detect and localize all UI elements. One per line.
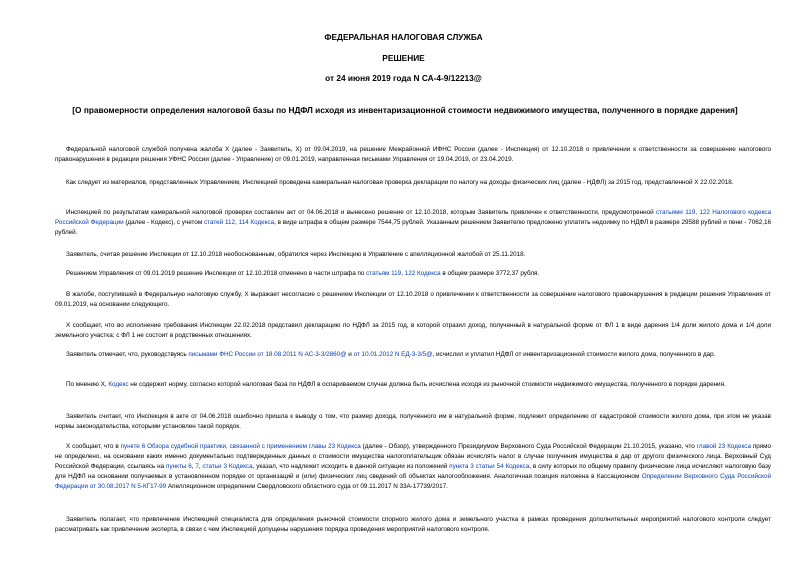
paragraph-text: , в виде штрафа в общем размере 7544,75 рублей. Указанным решением Заявителю предложено уплатить недоимку по НДФЛ в размере 29588 рублей и пени - 7062,16 рублей. [55, 219, 771, 236]
paragraph-text: не содержит норму, согласно которой налоговая база по НДФЛ в оспариваемом случае должна быть исчислена исходя из рыночной стоимости недвижимого имущества, полученного в порядке дарения. [128, 381, 726, 388]
document-link[interactable]: Определении Верховного Суда Российской Федерации от 30.08.2017 N 5-КГ17-99 [55, 473, 771, 490]
paragraph-text: Х сообщает, что во исполнение требования Инспекции 22.02.2018 представил декларацию по НДФЛ за 2015 год, в которой отразил доход, полученный в натуральной форме от ФЛ 1 в виде дарения 1/4 доли жилого дома и 1/4 доли земельного участка; с ФЛ 1 не состоит в родственных отношениях. [55, 322, 771, 339]
org-name: ФЕДЕРАЛЬНАЯ НАЛОГОВАЯ СЛУЖБА [324, 32, 483, 42]
doc-subject: [О правомерности определения налоговой базы по НДФЛ исходя из инвентаризационной стоимости недвижимого имущества, полученного в порядке дарения] [72, 105, 738, 115]
paragraph-text: , [695, 209, 700, 216]
paragraph-text: Как следует из материалов, представленных Управлением, Инспекцией проведена камеральная налоговая проверка декларации по налогу на доходы физических лиц (далее - НДФЛ) за 2015 год, представленной Х 22.02.2018. [66, 179, 734, 186]
paragraph-text: , [235, 219, 239, 226]
document-link[interactable]: статьи 3 Кодекса [202, 463, 253, 470]
document-link[interactable]: 114 Кодекса [238, 219, 275, 226]
paragraph [55, 145, 771, 165]
paragraph-text: Федеральной налоговой службой получена жалоба Х (далее - Заявитель, Х) от 09.04.2019, на решение Межрайонной ИФНС России (далее - Инспекция) от 12.10.2018 о привлечении к ответственности за совершение налогового правонарушения в редакции решения УФНС России (далее - Управление) от 09.01.2019, направленная письмами Управления от 19.04.2019, от 23.04.2019. [55, 146, 771, 163]
paragraph-text: (далее - Обзор), утвержденного Президиумом Верховного Суда Российской Федерации 21.10.2015, указано, что [360, 443, 697, 450]
paragraph-text: Решением Управления от 09.01.2019 решение Инспекции от 12.10.2018 отменено в части штрафа по [66, 270, 367, 277]
paragraph-text: , [401, 270, 405, 277]
document-link[interactable]: 7 [195, 463, 199, 470]
document-link[interactable]: статьями 119 [656, 209, 696, 216]
paragraph [55, 290, 771, 310]
paragraph-text: , указал, что надлежит исходить в данной ситуации из положений [252, 463, 450, 470]
paragraph-text: Инспекцией по результатам камеральной налоговой проверки составлен акт от 04.06.2018 и вынесено решение от 12.10.2018, которым Заявитель привлечен к ответственности, предусмотренной [66, 209, 657, 216]
paragraph-text: , [191, 463, 196, 470]
paragraph-text: Апелляционном определении Свердловского областного суда от 09.11.2017 N 33А-17739/2017. [166, 483, 448, 490]
paragraph-text: По мнению Х, [66, 381, 109, 388]
paragraph-text: , [198, 463, 203, 470]
paragraph [55, 515, 771, 535]
paragraph-text: В жалобе, поступившей в Федеральную налоговую службу, Х выражает несогласие с решением Инспекции от 12.10.2018 о привлечении к ответственности за совершение налогового правонарушения в редакции решения Управления от 09.01.2019, на основании следующего. [55, 291, 771, 308]
doc-type: РЕШЕНИЕ [382, 53, 425, 63]
paragraph-text: Заявитель считает, что Инспекция в акте от 04.06.2018 ошибочно пришла к выводу о том, что размер дохода, полученного им в натуральной форме, подлежит определению от кадастровой стоимости жилого дома, при этом не указав нормы законодательства, которыми установлен такой порядок. [55, 413, 771, 430]
paragraph-text: и [346, 351, 354, 358]
paragraph-text: , исчислил и уплатил НДФЛ от инвентаризационной стоимости жилого дома, полученного в дар. [432, 351, 716, 358]
paragraph [55, 442, 771, 492]
document-link[interactable]: Кодекс [108, 381, 129, 388]
document-link[interactable]: письмами ФНС России от 18.08.2011 N АС-3-3/2860@ [188, 351, 347, 358]
document-link[interactable]: пункта 3 статьи 54 Кодекса [449, 463, 530, 470]
document-link[interactable]: 122 Налогового кодекса Российской Федерации [55, 209, 771, 226]
paragraph-text: Заявитель, считая решение Инспекции от 12.10.2018 необоснованным, обратился через Инспекцию в Управление с апелляционной жалобой от 25.11.2018. [66, 251, 526, 258]
document-link[interactable]: статьям 119 [366, 270, 402, 277]
paragraph [55, 321, 771, 341]
document-link[interactable]: главой 23 Кодекса [696, 443, 751, 450]
paragraph [55, 178, 771, 188]
paragraph [55, 250, 771, 260]
document-link[interactable]: от 10.01.2012 N ЕД-3-3/5@ [353, 351, 433, 358]
paragraph-text: , в силу которых по общему правилу физические лица исчисляют налоговую базу для НДФЛ на основании получаемых в установленном порядке от организаций и (или) физических лиц сведений об объектах налогообложения. Аналогичная позиция изложена в Кассационном [55, 463, 771, 480]
paragraph [55, 269, 771, 279]
document-link[interactable]: 122 Кодекса [404, 270, 441, 277]
document-link[interactable]: пункте 6 Обзора судебной практики, связанной с применением главы 23 Кодекса [120, 443, 361, 450]
paragraph [55, 412, 771, 432]
paragraph-text: в общем размере 3772,37 рубля. [440, 270, 540, 277]
paragraph [55, 208, 771, 238]
paragraph [55, 380, 771, 390]
document-link[interactable]: статей 112 [204, 219, 236, 226]
paragraph-text: Заявитель отмечает, что, руководствуясь [66, 351, 189, 358]
paragraph-text: Х сообщает, что в [66, 443, 121, 450]
paragraph [55, 350, 771, 360]
document-link[interactable]: пункты 6 [166, 463, 192, 470]
paragraph-text: прямо не определено, на основании каких именно документально подтвержденных данных о стоимости имущества налогоплательщик обязан исчислять налог в случае получения имущества в дар от другого физического лица. Верховный Суд Российской Федерации, ссылаясь на [55, 443, 771, 470]
paragraph-text: Заявитель полагает, что привлечение Инспекцией специалиста для определения рыночной стоимости спорного жилого дома и земельного участка в рамках проведения дополнительных мероприятий налогового контроля следует рассматривать как привлечение эксперта, в связи с чем Инспекцией допущены нарушения порядка проведения мероприятий налогового контроля. [55, 516, 771, 533]
paragraph-text: (далее - Кодекс), с учетом [123, 219, 204, 226]
doc-date-number: от 24 июня 2019 года N СА-4-9/12213@ [325, 73, 482, 83]
